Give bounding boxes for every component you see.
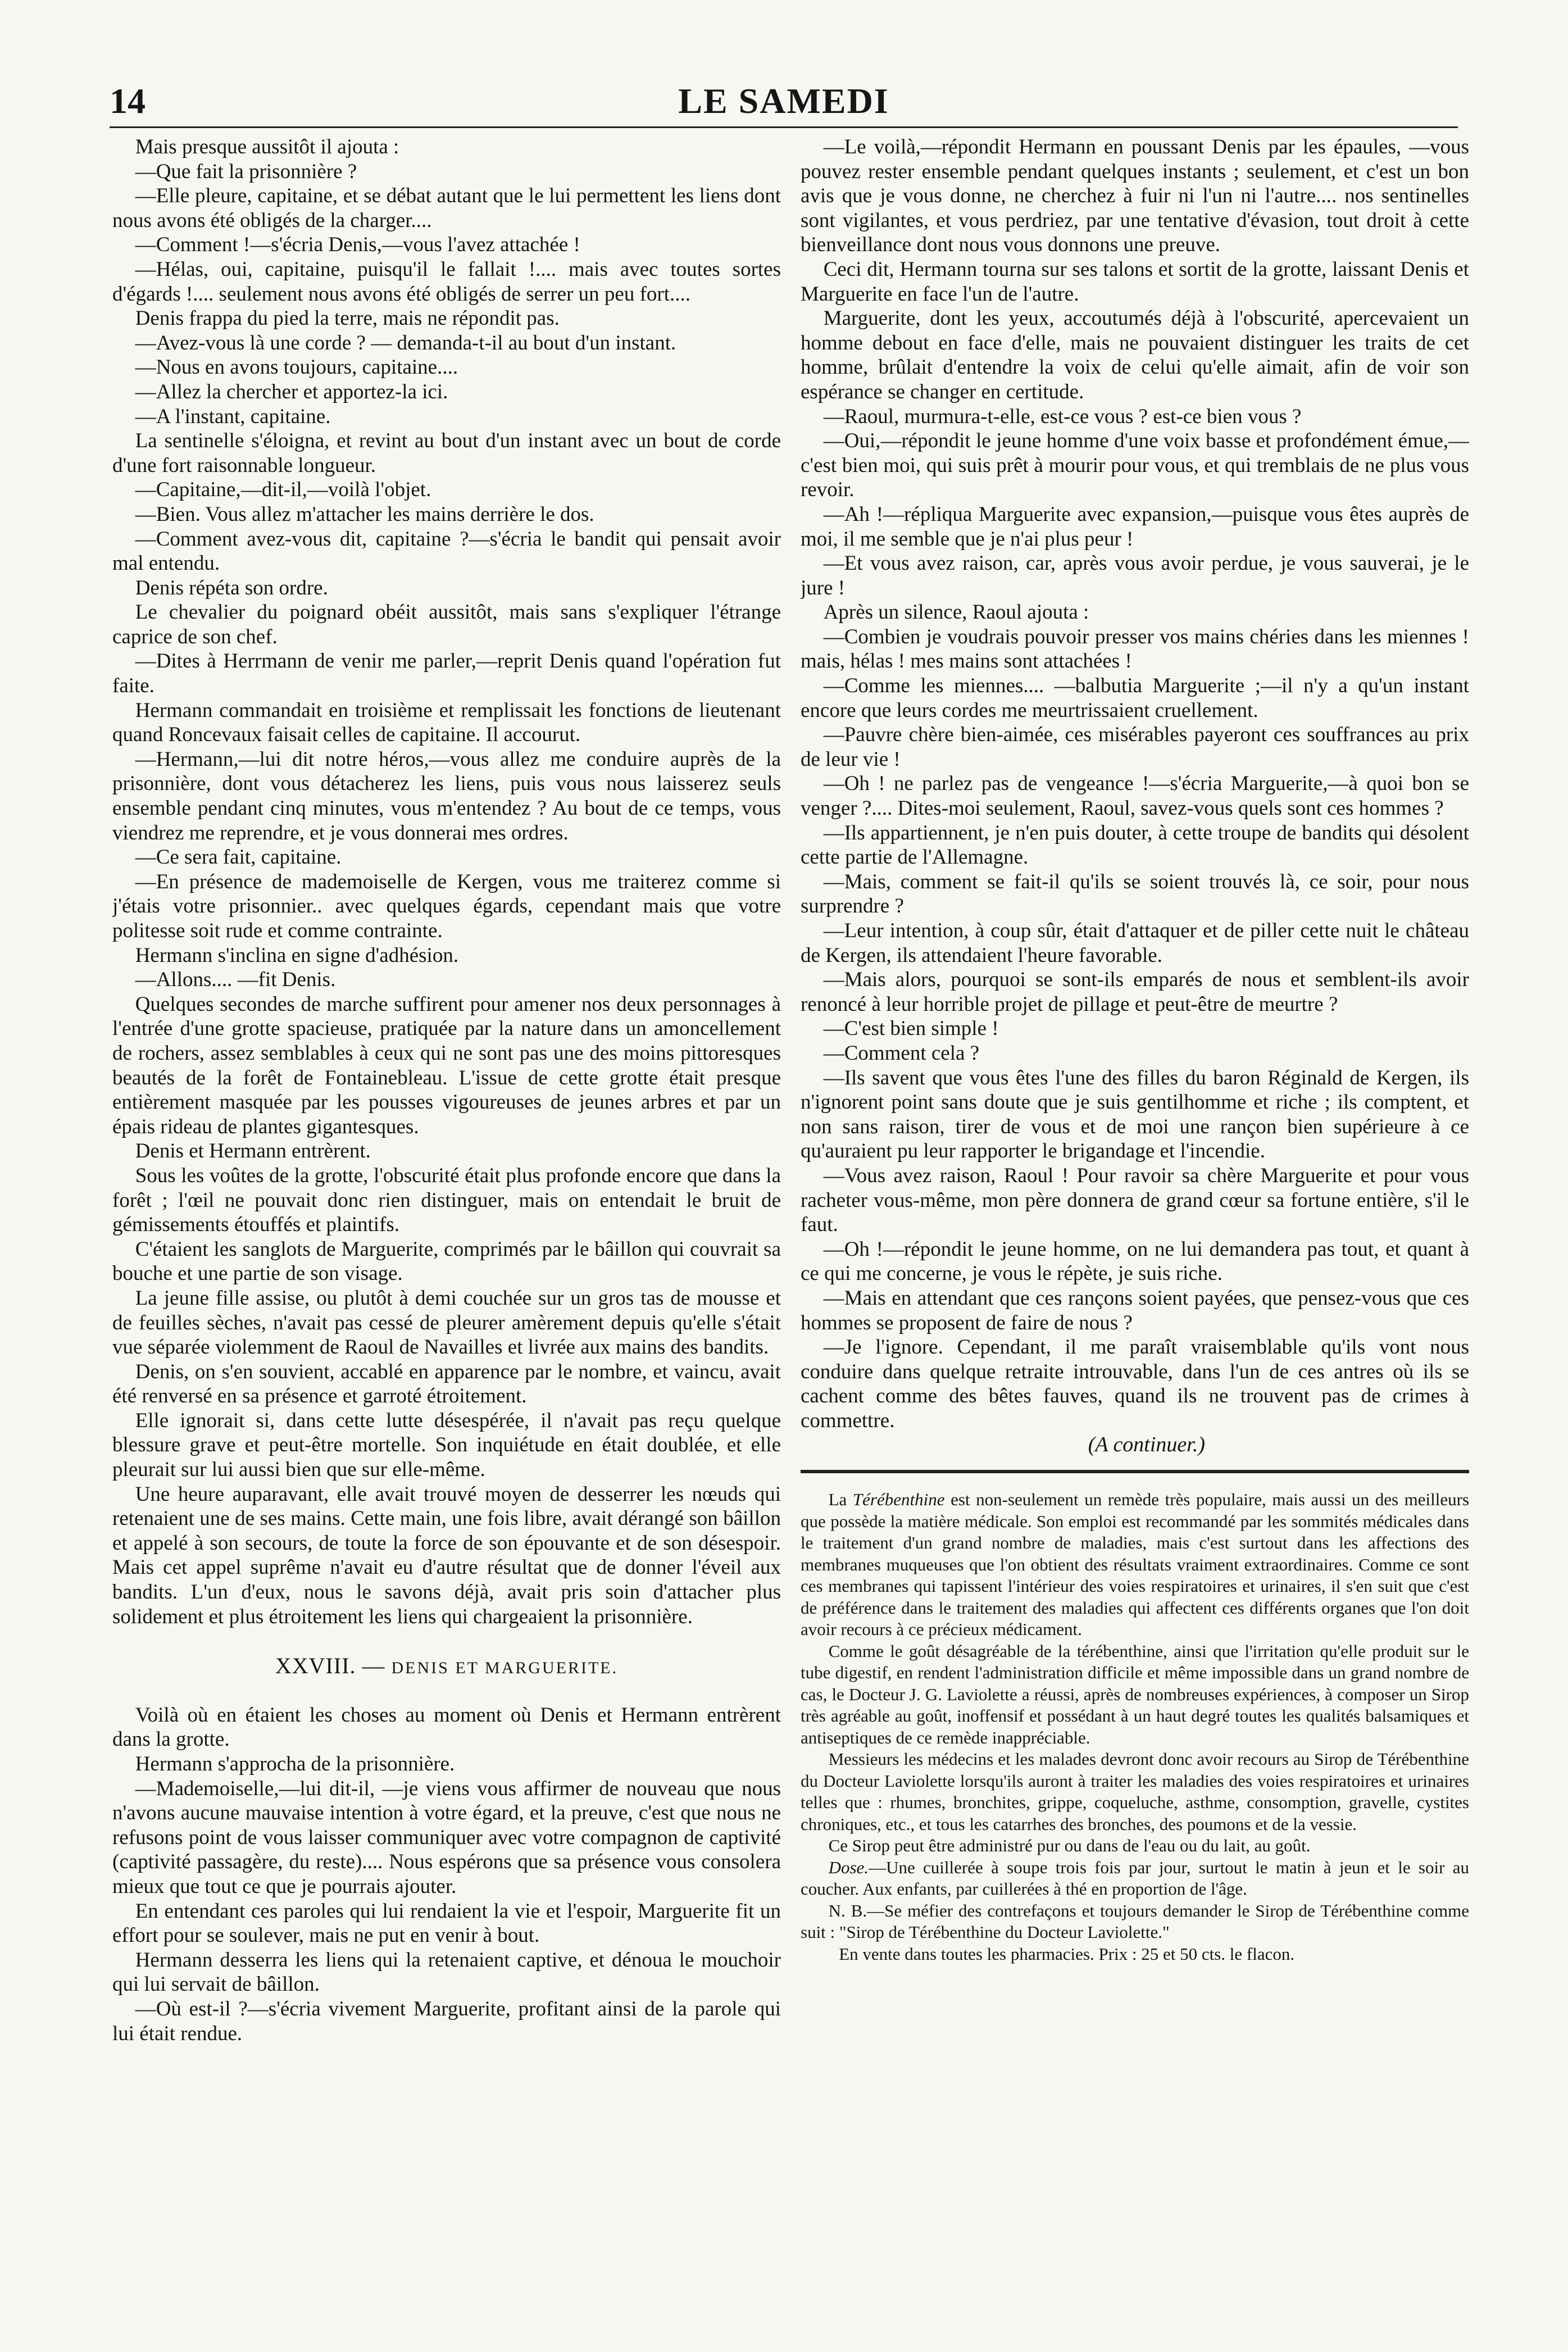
- paragraph: —Mademoiselle,—lui dit-il, —je viens vous affirmer de nouveau que nous n'avons aucune mauvaise intention à votre égard, et la preuve, c'est que nous ne refusons point de vous laisser communiquer avec votre compagnon de captivité (captivité passagère, du reste).... Nous espérons que sa présence vous consolera mieux que tout ce que je pourrais ajouter.: [112, 1777, 781, 1898]
- paragraph: C'étaient les sanglots de Marguerite, comprimés par le bâillon qui couvrait sa bouche et une partie de son visage.: [112, 1237, 781, 1286]
- ad-price-line: En vente dans toutes les pharmacies. Prix : 25 et 50 cts. le flacon.: [839, 1944, 1295, 1964]
- paragraph: Sous les voûtes de la grotte, l'obscurité était plus profonde encore que dans la forêt ; l'œil ne pouvait donc rien distinguer, mais on entendait le bruit de gémissements étouffés et plaintifs.: [112, 1164, 781, 1237]
- ad-paragraph: Ce Sirop peut être administré pur ou dans de l'eau ou du lait, au goût.: [828, 1836, 1311, 1856]
- paragraph: —Ils appartiennent, je n'en puis douter, à cette troupe de bandits qui désolent cette partie de l'Allemagne.: [801, 821, 1469, 869]
- paragraph: —Combien je voudrais pouvoir presser vos mains chéries dans les miennes ! mais, hélas ! mes mains sont attachées !: [801, 625, 1469, 673]
- paragraph: Hermann s'inclina en signe d'adhésion.: [135, 943, 459, 967]
- left-column-text: [112, 135, 781, 1629]
- paragraph: —Allons.... —fit Denis.: [135, 968, 336, 992]
- paragraph: —Comment !—s'écria Denis,—vous l'avez attachée !: [135, 233, 580, 257]
- paragraph: Une heure auparavant, elle avait trouvé moyen de desserrer les nœuds qui retenaient une de ses mains. Cette main, une fois libre, avait dérangé son bâillon et appelé à son secours, de toute la force de son épouvante et de son désespoir. Mais cet appel suprême n'avait eu d'autre résultat que de donner l'éveil aux bandits. L'un d'eux, nous le savons déjà, avait pris soin d'attacher plus solidement et plus étroitement les liens qui chargeaient la prisonnière.: [112, 1482, 781, 1628]
- paragraph: —Le voilà,—répondit Hermann en poussant Denis par les épaules, —vous pouvez rester ensemble pendant quelques instants ; seulement, et c'est un bon avis que je vous donne, ne cherchez à fuir ni l'un ni l'autre.... nos sentinelles sont vigilantes, et vous perdriez, par une tentative d'évasion, tout droit à cette bienveillance dont nous vous donnons une preuve.: [801, 135, 1469, 257]
- paragraph: Denis frappa du pied la terre, mais ne répondit pas.: [135, 307, 560, 330]
- paragraph: —Elle pleure, capitaine, et se débat autant que le lui permettent les liens dont nous avons été obligés de la charger....: [112, 184, 781, 232]
- paragraph: —Vous avez raison, Raoul ! Pour ravoir sa chère Marguerite et pour vous racheter vous-même, mon père donnera de grand cœur sa fortune entière, s'il le faut.: [801, 1164, 1469, 1237]
- paragraph: Voilà où en étaient les choses au moment où Denis et Hermann entrèrent dans la grotte.: [112, 1703, 781, 1751]
- paragraph: Denis répéta son ordre.: [135, 576, 328, 600]
- ad-paragraph-rest: est non-seulement un remède très populaire, mais aussi un des meilleurs que possède la matière médicale. Son emploi est recommandé par les sommités médicales dans le traitement d'un grand nombre de maladies, mais c'est surtout dans les affections des membranes muqueuses que l'on obtient des résultats vraiment extraordinaires. Comme ce sont ces membranes qui tapissent l'intérieur des voies respiratoires et urinaires, il s'en suit que c'est de préférence dans le traitement des maladies qui affectent ces différents organes que l'on doit avoir recours à ce précieux médicament.: [801, 1490, 1469, 1640]
- chapter-heading: [112, 1654, 781, 1681]
- ad-paragraph: N. B.—Se méfier des contrefaçons et toujours demander le Sirop de Térébenthine comme suit : "Sirop de Térébenthine du Docteur Laviolette.": [801, 1900, 1469, 1942]
- paragraph: Hermann s'approcha de la prisonnière.: [135, 1752, 455, 1776]
- paragraph: —Pauvre chère bien-aimée, ces misérables payeront ces souffrances au prix de leur vie !: [801, 723, 1469, 771]
- continue-note: (A continuer.): [1088, 1433, 1206, 1457]
- paragraph: —Allez la chercher et apportez-la ici.: [135, 380, 448, 403]
- ad-product-name: Térébenthine: [852, 1490, 945, 1510]
- paragraph: Quelques secondes de marche suffirent pour amener nos deux personnages à l'entrée d'une grotte spacieuse, pratiquée par la nature dans un amoncellement de rochers, assez semblables à ceux qui ne sont pas une des moins pittoresques beautés de la forêt de Fontainebleau. L'issue de cette grotte était presque entièrement masquée par les pousses vigoureuses de jeunes arbres et par un épais rideau de plantes gigantesques.: [112, 992, 781, 1138]
- paragraph: La sentinelle s'éloigna, et revint au bout d'un instant avec un bout de corde d'une fort raisonnable longueur.: [112, 429, 781, 477]
- paragraph: —Ce sera fait, capitaine.: [135, 846, 342, 869]
- ad-paragraph: [801, 1489, 1469, 1641]
- paragraph: —Que fait la prisonnière ?: [135, 160, 357, 183]
- paragraph: —Raoul, murmura-t-elle, est-ce vous ? est-ce bien vous ?: [823, 405, 1302, 428]
- paragraph: —Ah !—répliqua Marguerite avec expansion,—puisque vous êtes auprès de moi, il me semble que je n'ai plus peur !: [801, 502, 1469, 551]
- paragraph: Hermann commandait en troisième et remplissait les fonctions de lieutenant quand Roncevaux faisait celles de capitaine. Il accourut.: [112, 698, 781, 747]
- paragraph: —Hermann,—lui dit notre héros,—vous allez me conduire auprès de la prisonnière, dont vous détacherez les liens, puis vous nous laisserez seuls ensemble pendant cinq minutes, vous m'entendez ? Au bout de ce temps, vous viendrez me reprendre, et je vous donnerai mes ordres.: [112, 747, 781, 844]
- paragraph: —Mais alors, pourquoi se sont-ils emparés de nous et semblent-ils avoir renoncé à leur horrible projet de pillage et peut-être de meurtre ?: [801, 968, 1469, 1016]
- page-number: 14: [110, 81, 146, 121]
- paragraph: —Leur intention, à coup sûr, était d'attaquer et de piller cette nuit le château de Kergen, ils attendaient l'heure favorable.: [801, 919, 1469, 967]
- paragraph: —Bien. Vous allez m'attacher les mains derrière le dos.: [135, 502, 594, 526]
- paragraph: —Et vous avez raison, car, après vous avoir perdue, je vous sauverai, je le jure !: [801, 552, 1469, 600]
- right-column-text: [801, 135, 1469, 1433]
- ad-paragraph: Comme le goût désagréable de la térébenthine, ainsi que l'irritation qu'elle produit sur le tube digestif, en rendent l'administration difficile et même impossible dans un grand nombre de cas, le Docteur J. G. Laviolette a réussi, après de nombreuses expériences, à composer un Sirop très agréable au goût, inoffensif et possédant à un haut degré toutes les qualités balsamiques et antiseptiques de ce remède inappréciable.: [801, 1641, 1469, 1747]
- paragraph: Mais presque aussitôt il ajouta :: [135, 135, 399, 158]
- journal-title: LE SAMEDI: [678, 81, 889, 121]
- chapter-number: XXVIII. —: [275, 1653, 385, 1679]
- chapter-title: DENIS ET MARGUERITE.: [391, 1659, 619, 1678]
- paragraph: —Oh !—répondit le jeune homme, on ne lui demandera pas tout, et quant à ce qui me concerne, je vous le répète, je suis riche.: [801, 1237, 1469, 1286]
- paragraph: Hermann desserra les liens qui la retenaient captive, et dénoua le mouchoir qui lui servait de bâillon.: [112, 1948, 781, 1996]
- paragraph: Ceci dit, Hermann tourna sur ses talons et sortit de la grotte, laissant Denis et Marguerite en face l'un de l'autre.: [801, 257, 1469, 306]
- paragraph: Après un silence, Raoul ajouta :: [823, 601, 1089, 624]
- paragraph: Elle ignorait si, dans cette lutte désespérée, il n'avait pas reçu quelque blessure grave et peut-être mortelle. Son inquiétude en était doublée, et elle pleurait sur lui aussi bien que sur elle-même.: [112, 1409, 781, 1482]
- paragraph: Le chevalier du poignard obéit aussitôt, mais sans s'expliquer l'étrange caprice de son chef.: [112, 601, 781, 648]
- paragraph: La jeune fille assise, ou plutôt à demi couchée sur un gros tas de mousse et de feuilles sèches, n'avait pas cessé de pleurer amèrement depuis qu'elle s'était vue séparée violemment de Raoul de Navailles et livrée aux mains des bandits.: [112, 1286, 781, 1359]
- paragraph: —Mais, comment se fait-il qu'ils se soient trouvés là, ce soir, pour nous surprendre ?: [801, 870, 1469, 918]
- advertisement-rule: [801, 1470, 1469, 1473]
- ad-lead: La: [828, 1490, 847, 1510]
- paragraph: —En présence de mademoiselle de Kergen, vous me traiterez comme si j'étais votre prisonnier.. avec quelques égards, cependant mais que votre politesse soit rude et comme contrainte.: [112, 870, 781, 942]
- paragraph: —Où est-il ?—s'écria vivement Marguerite, profitant ainsi de la parole qui lui était rendue.: [112, 1997, 781, 2045]
- paragraph: —A l'instant, capitaine.: [135, 405, 331, 428]
- page-header: [110, 79, 1458, 124]
- paragraph: —Nous en avons toujours, capitaine....: [135, 356, 458, 379]
- paragraph: —Comment avez-vous dit, capitaine ?—s'écria le bandit qui pensait avoir mal entendu.: [112, 527, 781, 575]
- advertisement: [801, 1489, 1469, 1965]
- paragraph: Marguerite, dont les yeux, accoutumés déjà à l'obscurité, apercevaient un homme debout en face d'elle, mais ne pouvaient distinguer les traits de cet homme, brûlait d'entendre la voix de celui qu'elle aimait, afin de voir son espérance se changer en certitude.: [801, 307, 1469, 403]
- paragraph: Denis, on s'en souvient, accablé en apparence par le nombre, et vaincu, avait été renversé en sa présence et garroté étroitement.: [112, 1360, 781, 1408]
- paragraph: —Oui,—répondit le jeune homme d'une voix basse et profondément émue,—c'est bien moi, qui suis prêt à mourir pour vous, et qui tremblais de ne plus vous revoir.: [801, 429, 1469, 502]
- ad-dose-label: Dose.: [828, 1857, 869, 1877]
- header-rule: [110, 126, 1458, 128]
- right-column: [801, 135, 1469, 2326]
- paragraph: —C'est bien simple !: [823, 1017, 999, 1041]
- paragraph: —Hélas, oui, capitaine, puisqu'il le fallait !.... mais avec toutes sortes d'égards !.... seulement nous avons été obligés de serrer un peu fort....: [112, 257, 781, 306]
- ad-dose-text: —Une cuillerée à soupe trois fois par jour, surtout le matin à jeun et le soir au coucher. Aux enfants, par cuillerées à thé en proportion de l'âge.: [801, 1857, 1469, 1899]
- paragraph: —Je l'ignore. Cependant, il me paraît vraisemblable qu'ils vont nous conduire dans quelque retraite introuvable, dans l'un de ces antres où ils se cachent comme des bêtes fauves, quand ils ne trouvent pas de crimes à commettre.: [801, 1336, 1469, 1432]
- ad-paragraph: Messieurs les médecins et les malades devront donc avoir recours au Sirop de Térébenthine du Docteur Laviolette lorsqu'ils auront à traiter les maladies des voies respiratoires et urinaires telles que : rhumes, bronchites, grippe, coqueluche, asthme, consomption, gravelle, cystites chroniques, etc., et tous les catarrhes des bronches, des poumons et de la vessie.: [801, 1749, 1469, 1834]
- chapter-text: [112, 1703, 781, 2046]
- paragraph: Denis et Hermann entrèrent.: [135, 1139, 371, 1163]
- ad-paragraph: [801, 1857, 1469, 1900]
- paragraph: —Dites à Herrmann de venir me parler,—reprit Denis quand l'opération fut faite.: [112, 650, 781, 698]
- paragraph: —Capitaine,—dit-il,—voilà l'objet.: [135, 478, 431, 502]
- paragraph: En entendant ces paroles qui lui rendaient la vie et l'espoir, Marguerite fit un effort pour se soulever, mais ne put en venir à bout.: [112, 1899, 781, 1947]
- paragraph: —Comment cela ?: [823, 1041, 980, 1065]
- paragraph: —Comme les miennes.... —balbutia Marguerite ;—il n'y a qu'un instant encore que leurs cordes me meurtrissaient cruellement.: [801, 674, 1469, 722]
- paragraph: —Mais en attendant que ces rançons soient payées, que pensez-vous que ces hommes se proposent de faire de nous ?: [801, 1286, 1469, 1334]
- paragraph: —Ils savent que vous êtes l'une des filles du baron Réginald de Kergen, ils n'ignorent point sans doute que je suis gentilhomme et riche ; ils comptent, et non sans raison, tirer de vous et de moi une rançon bien supérieure à ce qu'auraient pu leur rapporter le brigandage et l'incendie.: [801, 1066, 1469, 1163]
- paragraph: —Oh ! ne parlez pas de vengeance !—s'écria Marguerite,—à quoi bon se venger ?.... Dites-moi seulement, Raoul, savez-vous quels sont ces hommes ?: [801, 772, 1469, 820]
- paragraph: —Avez-vous là une corde ? — demanda-t-il au bout d'un instant.: [135, 331, 676, 355]
- left-column: [112, 135, 781, 2326]
